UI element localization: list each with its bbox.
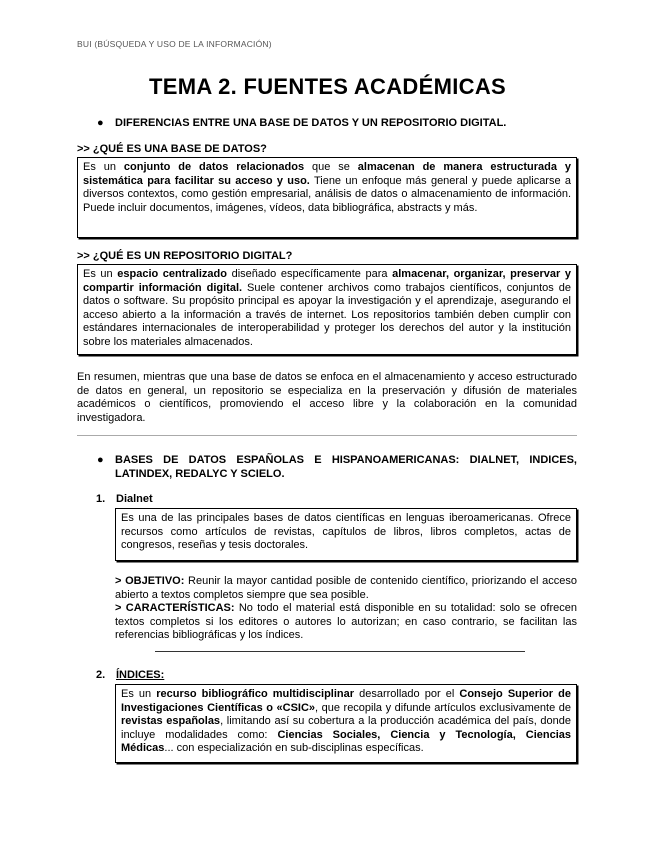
bold-segment: almacenan de manera estructurada y sistemática para facilitar su acceso y uso. [83,161,572,187]
bold-segment: almacenar, organizar, preservar y compartir información digital. [83,268,571,294]
section-heading-repository: >> ¿QUÉ ES UN REPOSITORIO DIGITAL? [77,250,293,262]
section-heading-database: >> ¿QUÉ ES UNA BASE DE DATOS? [77,143,267,155]
bullet-heading-text: BASES DE DATOS ESPAÑOLAS E HISPANOAMERICANAS: DIALNET, INDICES, LATINDEX, REDALYC Y SCIELO. [115,454,577,480]
item-label: Dialnet [116,493,153,505]
item-label: ÍNDICES: [116,669,165,681]
text-segment: Es un [83,268,118,280]
text-segment: Es un [83,161,124,173]
text-segment: Suele contener archivos como trabajos científicos, conjuntos de datos o software. Su propósito principal es apoyar la investigación y el aprendizaje, asegurando el acceso abierto a la información a través de internet. Los repositorios también deben cumplir con estándares internacionales de interoperabilidad y proteger los derechos del autor y la institución sobre los materiales almacenados. [83,281,571,348]
dialnet-objective [115,575,577,602]
bullet-heading-text: DIFERENCIAS ENTRE UNA BASE DE DATOS Y UN REPOSITORIO DIGITAL. [115,117,507,129]
text-segment: ... con especialización en sub-disciplinas específicas. [164,742,424,755]
text-segment: Es un [121,688,157,700]
text-segment: desarrollado por el [354,688,460,700]
numbered-item-indices [96,669,165,681]
section-divider [77,435,577,436]
item-number: 1. [96,493,106,505]
separator-line [155,651,525,652]
bullet-dot-icon: ● [97,454,104,466]
bold-segment: revistas españolas [121,715,221,728]
definition-box-database [77,157,577,238]
item-number: 2. [96,669,106,681]
bullet-heading-differences [97,117,507,129]
text-segment: que se [304,161,358,173]
bullet-heading-databases [97,453,577,481]
bold-segment: Consejo Superior de Investigaciones Científicas o «CSIC» [121,688,571,714]
bold-segment: conjunto de datos relacionados [123,161,305,173]
document-header: BUI (BÚSQUEDA Y USO DE LA INFORMACIÓN) [77,39,272,49]
bold-segment: espacio centralizado [117,268,227,280]
text-segment: , limitando así su cobertura a la producción académica del país, donde incluye modalidades como: [121,715,571,741]
definition-box-dialnet: Es una de las principales bases de datos científicas en lenguas iberoamericanas. Ofrece recursos como artículos de revistas, capítulos de libros, libros completos, actas de congresos, reseñas y tesis doctorales. [115,508,577,561]
objective-label: > OBJETIVO: [115,575,185,587]
bullet-dot-icon: ● [97,117,104,129]
definition-box-indices [115,684,577,763]
characteristics-text: No todo el material está disponible en su totalidad: solo se ofrecen textos completos si los editores o autores lo autorizan; en caso contrario, se facilitan las referencias bibliográficas y los índices. [115,602,577,642]
text-segment: Tiene un enfoque más general y puede aplicarse a diversos contextos, como gestión empresarial, análisis de datos o almacenamiento de información. Puede incluir documentos, imágenes, vídeos, data bibliográfica, abstracts y más. [83,174,571,214]
summary-paragraph: En resumen, mientras que una base de datos se enfoca en el almacenamiento y acceso estructurado de datos en general, un repositorio se especializa en la preservación y difusión de materiales académicos o científicos, promoviendo el acceso libre y la colaboración en la comunidad investigadora. [77,371,577,424]
characteristics-label: > CARACTERÍSTICAS: [115,602,235,614]
bold-segment: recurso bibliográfico multidisciplinar [156,688,355,700]
numbered-item-dialnet [96,493,153,505]
text-segment: , que recopila y difunde artículos exclusivamente de [315,701,571,714]
objective-text: Reunir la mayor cantidad posible de contenido científico, priorizando el acceso abierto a textos completos siempre que sea posible. [115,575,577,601]
definition-box-repository [77,264,577,355]
page-title: TEMA 2. FUENTES ACADÉMICAS [149,74,506,99]
bold-segment: Ciencias Sociales, Ciencia y Tecnología, Ciencias Médicas [121,728,571,755]
dialnet-characteristics [115,602,577,643]
text-segment: diseñado específicamente para [227,268,393,280]
